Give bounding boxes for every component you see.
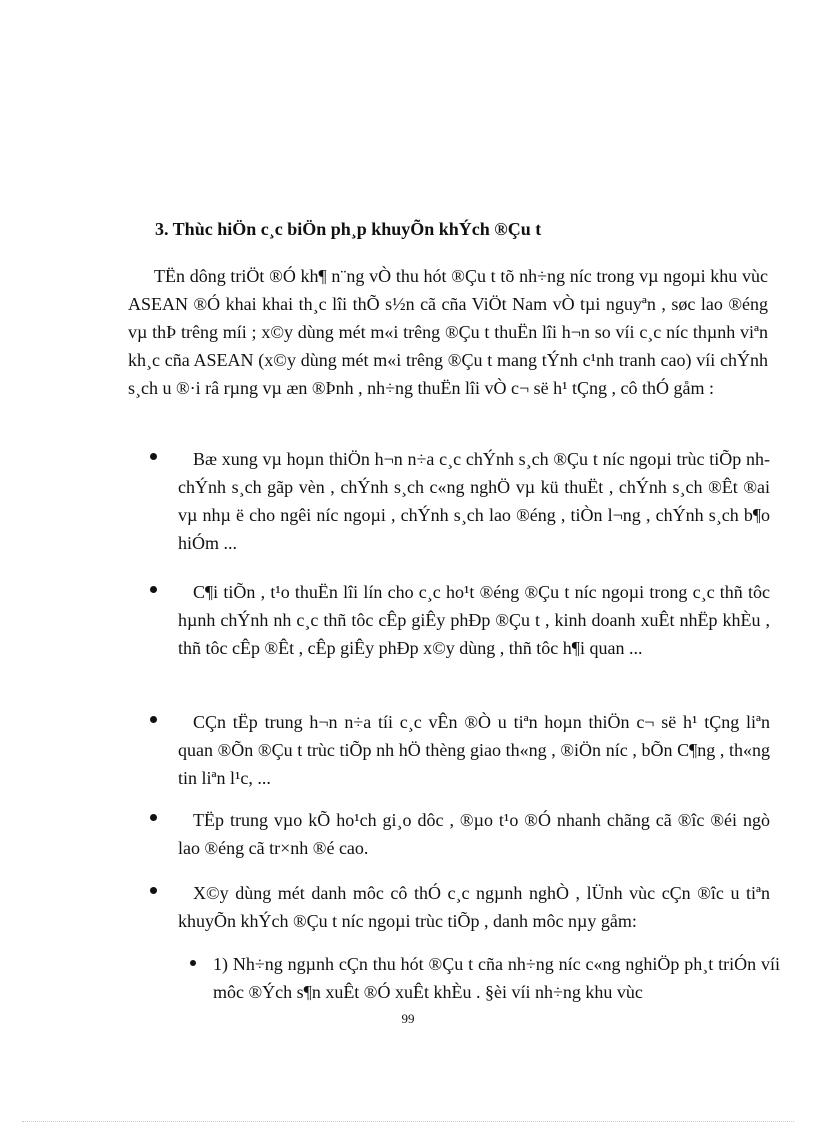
list-item-text: Bæ xung vµ hoµn thiÖn h¬n n÷a c¸c chÝnh s¸ch ®Çu t níc ngoµi trùc tiÕp nh chÝnh s¸ch gãp vèn , chÝnh s¸ch c«ng nghÖ vµ kü thuËt , chÝnh s¸ch ®Êt ®ai vµ nhµ ë cho ngêi níc ngoµi , chÝnh s¸ch lao ®éng , tiÒn l¬ng , chÝnh s¸ch b¶o hiÓm ... — [178, 449, 770, 553]
intro-paragraph: TËn dông triÖt ®Ó kh¶ n¨ng vÒ thu hót ®Çu t tõ nh÷ng níc trong vµ ngoµi khu vùc ASEAN ®Ó khai khai th¸c lîi thÕ s½n cã cña ViÖt Nam vÒ tµi nguyªn , søc lao ®éng vµ thÞ trêng míi ; x©y dùng mét m«i trêng ®Çu t thuËn lîi h¬n so víi c¸c níc thµnh viªn kh¸c cña ASEAN (x©y dùng mét m«i trêng ®Çu t mang tÝnh c¹nh tranh cao) víi chÝnh s¸ch u ®·i râ rµng vµ æn ®Þnh , nh÷ng thuËn lîi vÒ c¬ së h¹ tÇng , cô thÓ gåm : — [128, 266, 768, 398]
list-item-text: C¶i tiÕn , t¹o thuËn lîi lín cho c¸c ho¹t ®éng ®Çu t níc ngoµi trong c¸c thñ tôc hµnh chÝnh nh c¸c thñ tôc cÊp giÊy phÐp ®Çu t , kinh doanh xuÊt nhËp khÈu , thñ tôc cÊp ®Êt , cÊp giÊy phÐp x©y dùng , thñ tôc h¶i quan ... — [178, 582, 770, 658]
list-item-text: CÇn tËp trung h¬n n÷a tíi c¸c vÊn ®Ò u tiªn hoµn thiÖn c¬ së h¹ tÇng liªn quan ®Õn ®Çu t trùc tiÕp nh hÖ thèng giao th«ng , ®iÖn níc , bÕn C¶ng , th«ng tin liªn l¹c, ... — [178, 712, 770, 788]
section-heading: 3. Thùc hiÖn c¸c biÖn ph¸p khuyÕn khÝch ®Çu t — [155, 219, 542, 239]
list-item-text: X©y dùng mét danh môc cô thÓ c¸c ngµnh nghÒ , lÜnh vùc cÇn ®îc u tiªn khuyÕn khÝch ®Çu t níc ngoµi trùc tiÕp , danh môc nµy gåm: — [178, 883, 770, 931]
bullet-icon — [150, 716, 157, 723]
bullet-icon — [150, 453, 157, 460]
footer-divider — [22, 1121, 794, 1122]
bullet-icon — [150, 814, 157, 821]
sub-bullet-icon — [190, 960, 196, 966]
sub-list-item-text: 1) Nh÷ng ngµnh cÇn thu hót ®Çu t cña nh÷ng níc c«ng nghiÖp ph¸t triÓn víi môc ®Ých s¶n xuÊt ®Ó xuÊt khÈu . §èi víi nh÷ng khu vùc — [213, 954, 780, 1002]
list-item-text: TËp trung vµo kÕ ho¹ch gi¸o dôc , ®µo t¹o ®Ó nhanh chãng cã ®îc ®éi ngò lao ®éng cã tr×nh ®é cao. — [178, 810, 770, 858]
page-number: 99 — [401, 1011, 415, 1026]
bullet-icon — [150, 586, 157, 593]
bullet-icon — [150, 887, 157, 894]
